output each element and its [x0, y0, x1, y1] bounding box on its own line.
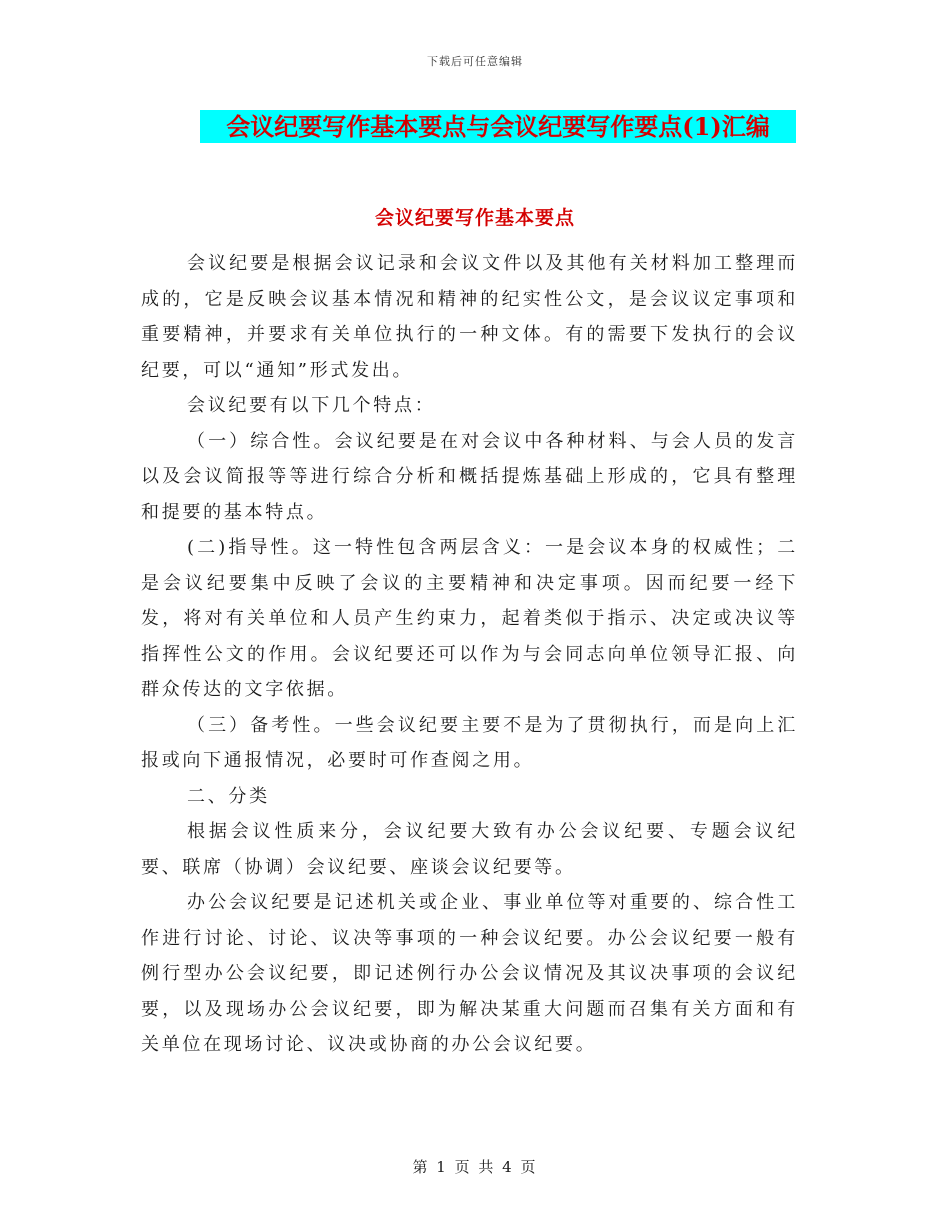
paragraph-feature-comprehensive: （一）综合性。会议纪要是在对会议中各种材料、与会人员的发言以及会议简报等等进行综合分析和概括提炼基础上形成的，它具有整理和提要的基本特点。: [141, 430, 798, 523]
paragraph-feature-reference: （三）备考性。一些会议纪要主要不是为了贯彻执行，而是向上汇报或向下通报情况，必要时可作查阅之用。: [141, 714, 798, 771]
document-body: [141, 246, 798, 1063]
document-title: 会议纪要写作基本要点与会议纪要写作要点(1)汇编: [200, 110, 796, 143]
section-title: 会议纪要写作基本要点: [374, 207, 575, 229]
paragraph-office-meeting: 办公会议纪要是记述机关或企业、事业单位等对重要的、综合性工作进行讨论、讨论、议决等事项的一种会议纪要。办公会议纪要一般有例行型办公会议纪要，即记述例行办公会议情况及其议决事项的会议纪要，以及现场办公会议纪要，即为解决某重大问题而召集有关方面和有关单位在现场讨论、议决或协商的办公会议纪要。: [141, 892, 798, 1055]
paragraph-intro: 会议纪要是根据会议记录和会议文件以及其他有关材料加工整理而成的，它是反映会议基本情况和精神的纪实性公文，是会议议定事项和重要精神，并要求有关单位执行的一种文体。有的需要下发执行的会议纪要，可以“通知”形式发出。: [141, 253, 798, 381]
paragraph-classification: 根据会议性质来分，会议纪要大致有办公会议纪要、专题会议纪要、联席（协调）会议纪要、座谈会议纪要等。: [141, 821, 798, 878]
paragraph-features-heading: 会议纪要有以下几个特点：: [187, 395, 436, 416]
paragraph-classification-heading: 二、分类: [187, 785, 270, 807]
header-note: 下载后可任意编辑: [427, 55, 523, 68]
page-footer: 第 1 页 共 4 页: [412, 1158, 538, 1176]
paragraph-feature-guiding: (二)指导性。这一特性包含两层含义：一是会议本身的权威性；二是会议纪要集中反映了会议的主要精神和决定事项。因而纪要一经下发，将对有关单位和人员产生约束力，起着类似于指示、决定或决议等指挥性公文的作用。会议纪要还可以作为与会同志向单位领导汇报、向群众传达的文字依据。: [141, 537, 798, 700]
